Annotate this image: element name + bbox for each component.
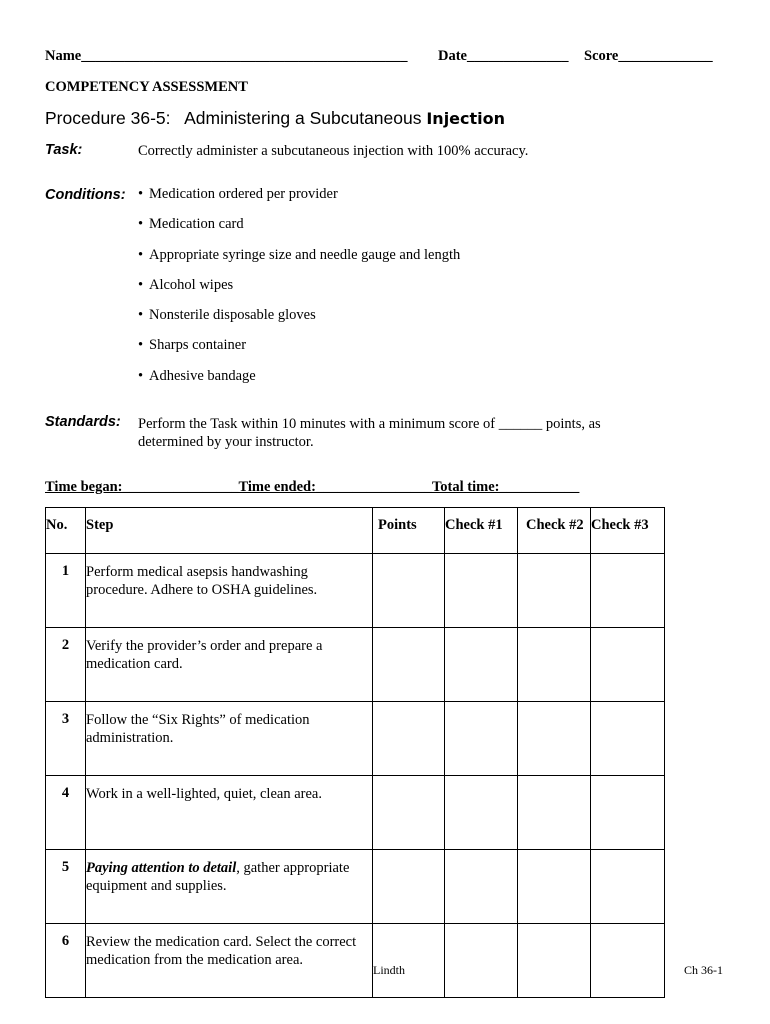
condition-item xyxy=(138,337,460,367)
standards-line-2: determined by your instructor. xyxy=(138,434,314,450)
standards-label: Standards: xyxy=(45,414,121,430)
condition-text: Medication ordered per provider xyxy=(149,186,338,202)
score-field xyxy=(584,48,713,65)
check-2-cell[interactable] xyxy=(518,850,591,924)
time-ended-blank: ________________ xyxy=(315,479,432,495)
procedure-title-emphasis: Injection xyxy=(426,109,506,128)
condition-text: Medication card xyxy=(149,216,244,233)
section-title: COMPETENCY ASSESSMENT xyxy=(45,79,248,95)
procedure-title-text: Procedure 36-5: Administering a Subcutaneous xyxy=(45,108,427,128)
check-1-cell[interactable] xyxy=(445,628,518,702)
date-blank: ______________ xyxy=(467,48,569,64)
condition-text: Alcohol wipes xyxy=(149,276,234,293)
condition-text: Nonsterile disposable gloves xyxy=(149,307,316,324)
check-3-cell[interactable] xyxy=(591,628,665,702)
timing-line xyxy=(45,479,579,496)
step-number: 6 xyxy=(46,924,86,998)
task-label: Task: xyxy=(45,142,83,158)
step-number: 1 xyxy=(46,554,86,628)
check-2-cell[interactable] xyxy=(518,924,591,998)
time-ended-label: Time ended: xyxy=(238,479,316,495)
header-check-3: Check #3 xyxy=(591,508,665,554)
total-time-blank: ___________ xyxy=(499,479,580,495)
table-row xyxy=(46,776,665,850)
step-number: 5 xyxy=(46,850,86,924)
footer-author: Lindth xyxy=(373,963,405,977)
bullet-dot: • xyxy=(138,337,144,354)
step-text: Follow the “Six Rights” of medication administration. xyxy=(86,702,373,776)
points-cell[interactable] xyxy=(373,776,445,850)
points-cell[interactable] xyxy=(373,850,445,924)
table-row xyxy=(46,850,665,924)
table-row xyxy=(46,924,665,998)
table-row xyxy=(46,628,665,702)
standards-line-1: Perform the Task within 10 minutes with a minimum score of ______ points, as xyxy=(138,416,601,432)
check-3-cell[interactable] xyxy=(591,702,665,776)
bullet-dot: • xyxy=(138,307,144,324)
condition-item xyxy=(138,186,460,216)
task-text: Correctly administer a subcutaneous injection with 100% accuracy. xyxy=(138,143,529,159)
date-label: Date xyxy=(438,48,467,64)
total-time-label: Total time: xyxy=(431,479,500,495)
bullet-dot: • xyxy=(138,367,144,384)
header-points: Points xyxy=(373,508,445,554)
bullet-dot: • xyxy=(138,186,144,202)
step-text: Verify the provider’s order and prepare a medication card. xyxy=(86,628,373,702)
header-no: No. xyxy=(46,508,86,554)
date-field xyxy=(438,48,569,65)
check-1-cell[interactable] xyxy=(445,924,518,998)
header-step: Step xyxy=(86,508,373,554)
step-text: Perform medical asepsis handwashing procedure. Adhere to OSHA guidelines. xyxy=(86,554,373,628)
bullet-dot: • xyxy=(138,246,144,263)
standards-text xyxy=(138,415,601,451)
condition-text: Appropriate syringe size and needle gauge and length xyxy=(149,246,461,263)
step-number: 4 xyxy=(46,776,86,850)
time-began-blank: ________________ xyxy=(122,479,239,495)
conditions-list xyxy=(138,186,460,398)
check-1-cell[interactable] xyxy=(445,702,518,776)
name-blank: _____________________________________________ xyxy=(81,48,408,64)
condition-text: Sharps container xyxy=(149,337,247,354)
step-number: 2 xyxy=(46,628,86,702)
points-cell[interactable] xyxy=(373,554,445,628)
header-check-2: Check #2 xyxy=(518,508,591,554)
points-cell[interactable] xyxy=(373,702,445,776)
step-text xyxy=(86,850,373,924)
name-label: Name xyxy=(45,48,82,64)
condition-text: Adhesive bandage xyxy=(149,367,256,384)
check-1-cell[interactable] xyxy=(445,850,518,924)
bullet-dot: • xyxy=(138,216,144,233)
score-blank: _____________ xyxy=(618,48,713,64)
condition-item xyxy=(138,216,460,246)
table-row xyxy=(46,702,665,776)
procedure-title xyxy=(45,108,505,129)
condition-item xyxy=(138,368,460,398)
check-2-cell[interactable] xyxy=(518,702,591,776)
check-1-cell[interactable] xyxy=(445,776,518,850)
condition-item xyxy=(138,247,460,277)
footer-page-number: Ch 36-1 xyxy=(684,963,723,977)
time-began-label: Time began: xyxy=(45,479,123,495)
check-2-cell[interactable] xyxy=(518,776,591,850)
condition-item xyxy=(138,277,460,307)
step-text: Review the medication card. Select the correct medication from the medication area. xyxy=(86,924,373,998)
header-check-1: Check #1 xyxy=(445,508,518,554)
condition-item xyxy=(138,307,460,337)
points-cell[interactable] xyxy=(373,924,445,998)
points-cell[interactable] xyxy=(373,628,445,702)
table-header-row xyxy=(46,508,665,554)
step-text: Work in a well-lighted, quiet, clean area. xyxy=(86,776,373,850)
score-label: Score xyxy=(584,48,619,64)
name-field xyxy=(45,48,408,65)
step-rest: , gather appropriate equipment and supplies. xyxy=(86,860,350,894)
check-2-cell[interactable] xyxy=(518,628,591,702)
check-3-cell[interactable] xyxy=(591,554,665,628)
step-emphasis: Paying attention to detail xyxy=(86,860,237,876)
bullet-dot: • xyxy=(138,276,144,293)
conditions-label: Conditions: xyxy=(45,187,126,203)
check-3-cell[interactable] xyxy=(591,924,665,998)
check-3-cell[interactable] xyxy=(591,776,665,850)
steps-table xyxy=(45,507,665,998)
check-2-cell[interactable] xyxy=(518,554,591,628)
check-3-cell[interactable] xyxy=(591,850,665,924)
table-row xyxy=(46,554,665,628)
check-1-cell[interactable] xyxy=(445,554,518,628)
step-number: 3 xyxy=(46,702,86,776)
